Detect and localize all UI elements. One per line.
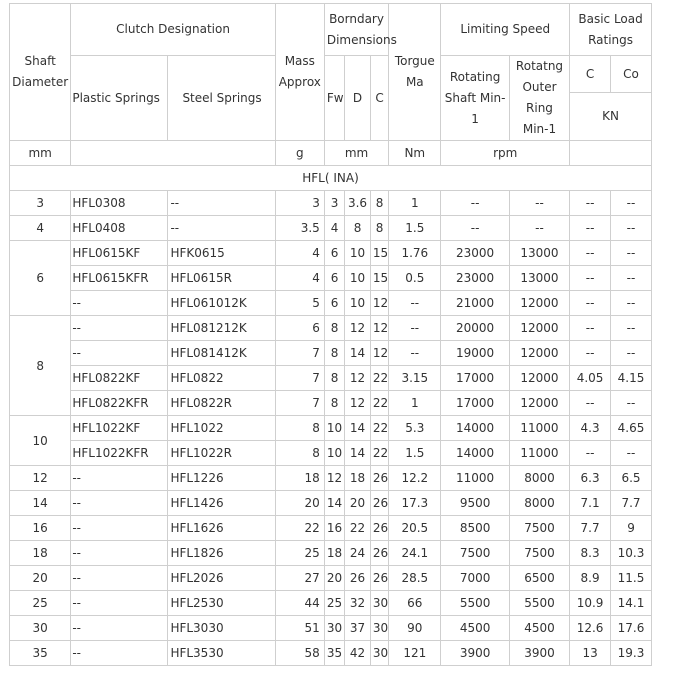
fw-cell: 10	[324, 441, 344, 466]
outer-speed-cell: --	[509, 191, 569, 216]
outer-speed-cell: 12000	[509, 316, 569, 341]
torque-cell: 1	[389, 191, 441, 216]
plastic-springs-cell: --	[71, 491, 168, 516]
header-torque: Torgue Ma	[389, 4, 441, 141]
torque-cell: 1.5	[389, 441, 441, 466]
c-dimension-cell: 30	[370, 591, 388, 616]
outer-speed-cell: 5500	[509, 591, 569, 616]
co-load-cell: 17.6	[611, 616, 652, 641]
mass-cell: 5	[275, 291, 324, 316]
steel-springs-cell: HFL2026	[168, 566, 275, 591]
mass-cell: 7	[275, 391, 324, 416]
torque-cell: 3.15	[389, 366, 441, 391]
d-cell: 14	[345, 341, 371, 366]
shaft-speed-cell: 21000	[441, 291, 509, 316]
torque-cell: 1.76	[389, 241, 441, 266]
c-dimension-cell: 22	[370, 391, 388, 416]
torque-cell: 1	[389, 391, 441, 416]
steel-springs-cell: HFL1426	[168, 491, 275, 516]
shaft-speed-cell: 23000	[441, 266, 509, 291]
table-row	[10, 266, 652, 291]
c-dimension-cell: 15	[370, 266, 388, 291]
fw-cell: 20	[324, 566, 344, 591]
c-dimension-cell: 8	[370, 216, 388, 241]
c-dimension-cell: 8	[370, 191, 388, 216]
shaft-diameter-cell: 10	[10, 416, 71, 466]
mass-cell: 6	[275, 316, 324, 341]
fw-cell: 12	[324, 466, 344, 491]
c-dimension-cell: 15	[370, 241, 388, 266]
outer-speed-cell: 12000	[509, 391, 569, 416]
outer-speed-cell: 6500	[509, 566, 569, 591]
co-load-cell: 10.3	[611, 541, 652, 566]
outer-speed-cell: 13000	[509, 266, 569, 291]
c-dimension-cell: 22	[370, 416, 388, 441]
steel-springs-cell: --	[168, 191, 275, 216]
shaft-speed-cell: 9500	[441, 491, 509, 516]
c-dimension-cell: 26	[370, 541, 388, 566]
torque-cell: 66	[389, 591, 441, 616]
torque-cell: 90	[389, 616, 441, 641]
torque-cell: 28.5	[389, 566, 441, 591]
shaft-speed-cell: 11000	[441, 466, 509, 491]
fw-cell: 14	[324, 491, 344, 516]
table-row	[10, 541, 652, 566]
co-load-cell: --	[611, 216, 652, 241]
fw-cell: 35	[324, 641, 344, 666]
steel-springs-cell: HFL3030	[168, 616, 275, 641]
mass-cell: 3.5	[275, 216, 324, 241]
d-cell: 12	[345, 391, 371, 416]
d-cell: 8	[345, 216, 371, 241]
table-row	[10, 391, 652, 416]
steel-springs-cell: HFL2530	[168, 591, 275, 616]
c-load-cell: 7.1	[570, 491, 611, 516]
d-cell: 14	[345, 416, 371, 441]
torque-cell: 5.3	[389, 416, 441, 441]
co-load-cell: --	[611, 291, 652, 316]
torque-cell: --	[389, 291, 441, 316]
steel-springs-cell: HFL1826	[168, 541, 275, 566]
shaft-diameter-cell: 25	[10, 591, 71, 616]
table-row	[10, 616, 652, 641]
clutch-spec-table	[9, 3, 652, 666]
fw-cell: 8	[324, 366, 344, 391]
co-load-cell: --	[611, 191, 652, 216]
header-plastic-springs: Plastic Springs	[71, 56, 168, 141]
c-load-cell: 7.7	[570, 516, 611, 541]
table-row	[10, 216, 652, 241]
c-dimension-cell: 30	[370, 641, 388, 666]
table-row	[10, 416, 652, 441]
steel-springs-cell: HFL061012K	[168, 291, 275, 316]
shaft-speed-cell: 17000	[441, 391, 509, 416]
shaft-speed-cell: 23000	[441, 241, 509, 266]
table-row	[10, 491, 652, 516]
unit-mass: g	[275, 141, 324, 166]
shaft-diameter-cell: 18	[10, 541, 71, 566]
d-cell: 20	[345, 491, 371, 516]
plastic-springs-cell: HFL1022KF	[71, 416, 168, 441]
mass-cell: 4	[275, 241, 324, 266]
plastic-springs-cell: HFL0615KFR	[71, 266, 168, 291]
shaft-speed-cell: --	[441, 191, 509, 216]
header-basic-load-ratings: Basic Load Ratings	[570, 4, 652, 56]
mass-cell: 4	[275, 266, 324, 291]
c-load-cell: --	[570, 391, 611, 416]
table-row	[10, 316, 652, 341]
steel-springs-cell: HFK0615	[168, 241, 275, 266]
co-load-cell: --	[611, 341, 652, 366]
co-load-cell: 6.5	[611, 466, 652, 491]
steel-springs-cell: HFL1022	[168, 416, 275, 441]
shaft-speed-cell: 3900	[441, 641, 509, 666]
header-fw: Fw	[324, 56, 344, 141]
torque-cell: 17.3	[389, 491, 441, 516]
table-body	[10, 191, 652, 666]
steel-springs-cell: HFL3530	[168, 641, 275, 666]
mass-cell: 44	[275, 591, 324, 616]
table-row	[10, 566, 652, 591]
fw-cell: 8	[324, 341, 344, 366]
fw-cell: 6	[324, 241, 344, 266]
outer-speed-cell: 4500	[509, 616, 569, 641]
unit-load-empty	[570, 141, 652, 166]
co-load-cell: 9	[611, 516, 652, 541]
outer-speed-cell: 12000	[509, 341, 569, 366]
fw-cell: 8	[324, 391, 344, 416]
plastic-springs-cell: HFL0308	[71, 191, 168, 216]
shaft-diameter-cell: 6	[10, 241, 71, 316]
header-mass-approx: Mass Approx	[275, 4, 324, 141]
plastic-springs-cell: HFL0408	[71, 216, 168, 241]
shaft-diameter-cell: 4	[10, 216, 71, 241]
shaft-speed-cell: 19000	[441, 341, 509, 366]
d-cell: 18	[345, 466, 371, 491]
fw-cell: 30	[324, 616, 344, 641]
unit-speed: rpm	[441, 141, 570, 166]
co-load-cell: --	[611, 441, 652, 466]
c-load-cell: --	[570, 266, 611, 291]
fw-cell: 18	[324, 541, 344, 566]
table-header	[10, 4, 652, 191]
plastic-springs-cell: --	[71, 591, 168, 616]
shaft-diameter-cell: 35	[10, 641, 71, 666]
table-row	[10, 516, 652, 541]
d-cell: 12	[345, 366, 371, 391]
mass-cell: 3	[275, 191, 324, 216]
outer-speed-cell: 8000	[509, 491, 569, 516]
plastic-springs-cell: HFL0615KF	[71, 241, 168, 266]
unit-shaft: mm	[10, 141, 71, 166]
outer-speed-cell: 12000	[509, 291, 569, 316]
c-load-cell: --	[570, 441, 611, 466]
co-load-cell: 19.3	[611, 641, 652, 666]
shaft-speed-cell: 14000	[441, 416, 509, 441]
outer-speed-cell: 12000	[509, 366, 569, 391]
co-load-cell: --	[611, 241, 652, 266]
header-c-dimension: C	[370, 56, 388, 141]
c-dimension-cell: 26	[370, 466, 388, 491]
plastic-springs-cell: --	[71, 566, 168, 591]
steel-springs-cell: HFL1226	[168, 466, 275, 491]
co-load-cell: 4.15	[611, 366, 652, 391]
header-c-load: C	[570, 56, 611, 93]
table-row	[10, 341, 652, 366]
mass-cell: 22	[275, 516, 324, 541]
c-dimension-cell: 22	[370, 441, 388, 466]
d-cell: 42	[345, 641, 371, 666]
outer-speed-cell: --	[509, 216, 569, 241]
mass-cell: 7	[275, 366, 324, 391]
shaft-speed-cell: 20000	[441, 316, 509, 341]
shaft-speed-cell: 5500	[441, 591, 509, 616]
outer-speed-cell: 3900	[509, 641, 569, 666]
c-load-cell: --	[570, 291, 611, 316]
fw-cell: 8	[324, 316, 344, 341]
section-label: HFL( INA)	[10, 166, 652, 191]
shaft-speed-cell: 17000	[441, 366, 509, 391]
unit-dimensions: mm	[324, 141, 388, 166]
co-load-cell: 4.65	[611, 416, 652, 441]
fw-cell: 10	[324, 416, 344, 441]
plastic-springs-cell: --	[71, 616, 168, 641]
torque-cell: 1.5	[389, 216, 441, 241]
shaft-diameter-cell: 12	[10, 466, 71, 491]
c-load-cell: --	[570, 341, 611, 366]
c-load-cell: --	[570, 216, 611, 241]
shaft-diameter-cell: 30	[10, 616, 71, 641]
header-shaft-diameter: Shaft Diameter	[10, 4, 71, 141]
plastic-springs-cell: HFL1022KFR	[71, 441, 168, 466]
table-row	[10, 291, 652, 316]
torque-cell: 0.5	[389, 266, 441, 291]
outer-speed-cell: 7500	[509, 541, 569, 566]
header-d: D	[345, 56, 371, 141]
c-load-cell: 12.6	[570, 616, 611, 641]
d-cell: 10	[345, 291, 371, 316]
plastic-springs-cell: HFL0822KFR	[71, 391, 168, 416]
header-rotating-shaft: Rotating Shaft Min-1	[441, 56, 509, 141]
d-cell: 37	[345, 616, 371, 641]
shaft-speed-cell: 4500	[441, 616, 509, 641]
outer-speed-cell: 11000	[509, 416, 569, 441]
c-dimension-cell: 12	[370, 316, 388, 341]
torque-cell: --	[389, 341, 441, 366]
co-load-cell: --	[611, 391, 652, 416]
c-load-cell: --	[570, 241, 611, 266]
steel-springs-cell: HFL1626	[168, 516, 275, 541]
shaft-speed-cell: 7000	[441, 566, 509, 591]
table-row	[10, 591, 652, 616]
torque-cell: 20.5	[389, 516, 441, 541]
torque-cell: 121	[389, 641, 441, 666]
mass-cell: 27	[275, 566, 324, 591]
mass-cell: 51	[275, 616, 324, 641]
d-cell: 10	[345, 266, 371, 291]
shaft-diameter-cell: 3	[10, 191, 71, 216]
plastic-springs-cell: --	[71, 316, 168, 341]
header-co-load: Co	[611, 56, 652, 93]
c-load-cell: 8.3	[570, 541, 611, 566]
d-cell: 3.6	[345, 191, 371, 216]
mass-cell: 8	[275, 441, 324, 466]
steel-springs-cell: HFL081412K	[168, 341, 275, 366]
header-rotating-outer-ring: Rotatng Outer Ring Min-1	[509, 56, 569, 141]
shaft-speed-cell: --	[441, 216, 509, 241]
c-dimension-cell: 26	[370, 516, 388, 541]
c-load-cell: 4.05	[570, 366, 611, 391]
plastic-springs-cell: --	[71, 291, 168, 316]
header-boundary-dimensions: Borndary Dimensions	[324, 4, 388, 56]
shaft-speed-cell: 8500	[441, 516, 509, 541]
mass-cell: 8	[275, 416, 324, 441]
fw-cell: 6	[324, 266, 344, 291]
c-dimension-cell: 12	[370, 291, 388, 316]
unit-torque: Nm	[389, 141, 441, 166]
table-row	[10, 191, 652, 216]
fw-cell: 25	[324, 591, 344, 616]
header-limiting-speed: Limiting Speed	[441, 4, 570, 56]
d-cell: 10	[345, 241, 371, 266]
outer-speed-cell: 13000	[509, 241, 569, 266]
c-load-cell: --	[570, 316, 611, 341]
shaft-speed-cell: 7500	[441, 541, 509, 566]
plastic-springs-cell: --	[71, 541, 168, 566]
steel-springs-cell: HFL081212K	[168, 316, 275, 341]
fw-cell: 6	[324, 291, 344, 316]
co-load-cell: 7.7	[611, 491, 652, 516]
mass-cell: 18	[275, 466, 324, 491]
steel-springs-cell: HFL0822	[168, 366, 275, 391]
steel-springs-cell: HFL0822R	[168, 391, 275, 416]
outer-speed-cell: 11000	[509, 441, 569, 466]
table-row	[10, 441, 652, 466]
shaft-speed-cell: 14000	[441, 441, 509, 466]
mass-cell: 20	[275, 491, 324, 516]
header-kn: KN	[570, 93, 652, 141]
header-steel-springs: Steel Springs	[168, 56, 275, 141]
plastic-springs-cell: --	[71, 516, 168, 541]
table-row	[10, 641, 652, 666]
d-cell: 24	[345, 541, 371, 566]
plastic-springs-cell: HFL0822KF	[71, 366, 168, 391]
d-cell: 12	[345, 316, 371, 341]
c-dimension-cell: 12	[370, 341, 388, 366]
co-load-cell: 14.1	[611, 591, 652, 616]
mass-cell: 7	[275, 341, 324, 366]
table-row	[10, 241, 652, 266]
fw-cell: 3	[324, 191, 344, 216]
shaft-diameter-cell: 8	[10, 316, 71, 416]
co-load-cell: --	[611, 316, 652, 341]
d-cell: 32	[345, 591, 371, 616]
d-cell: 14	[345, 441, 371, 466]
shaft-diameter-cell: 16	[10, 516, 71, 541]
mass-cell: 25	[275, 541, 324, 566]
steel-springs-cell: --	[168, 216, 275, 241]
c-load-cell: 4.3	[570, 416, 611, 441]
unit-clutch-empty	[71, 141, 275, 166]
steel-springs-cell: HFL1022R	[168, 441, 275, 466]
d-cell: 26	[345, 566, 371, 591]
shaft-diameter-cell: 20	[10, 566, 71, 591]
steel-springs-cell: HFL0615R	[168, 266, 275, 291]
torque-cell: 24.1	[389, 541, 441, 566]
c-dimension-cell: 30	[370, 616, 388, 641]
c-load-cell: 6.3	[570, 466, 611, 491]
c-load-cell: 8.9	[570, 566, 611, 591]
shaft-diameter-cell: 14	[10, 491, 71, 516]
co-load-cell: --	[611, 266, 652, 291]
plastic-springs-cell: --	[71, 341, 168, 366]
outer-speed-cell: 8000	[509, 466, 569, 491]
c-dimension-cell: 26	[370, 566, 388, 591]
c-load-cell: 10.9	[570, 591, 611, 616]
mass-cell: 58	[275, 641, 324, 666]
plastic-springs-cell: --	[71, 466, 168, 491]
c-load-cell: --	[570, 191, 611, 216]
table-row	[10, 466, 652, 491]
torque-cell: 12.2	[389, 466, 441, 491]
c-dimension-cell: 22	[370, 366, 388, 391]
plastic-springs-cell: --	[71, 641, 168, 666]
torque-cell: --	[389, 316, 441, 341]
table-row	[10, 366, 652, 391]
c-dimension-cell: 26	[370, 491, 388, 516]
co-load-cell: 11.5	[611, 566, 652, 591]
fw-cell: 4	[324, 216, 344, 241]
c-load-cell: 13	[570, 641, 611, 666]
outer-speed-cell: 7500	[509, 516, 569, 541]
d-cell: 22	[345, 516, 371, 541]
fw-cell: 16	[324, 516, 344, 541]
header-clutch-designation: Clutch Designation	[71, 4, 275, 56]
